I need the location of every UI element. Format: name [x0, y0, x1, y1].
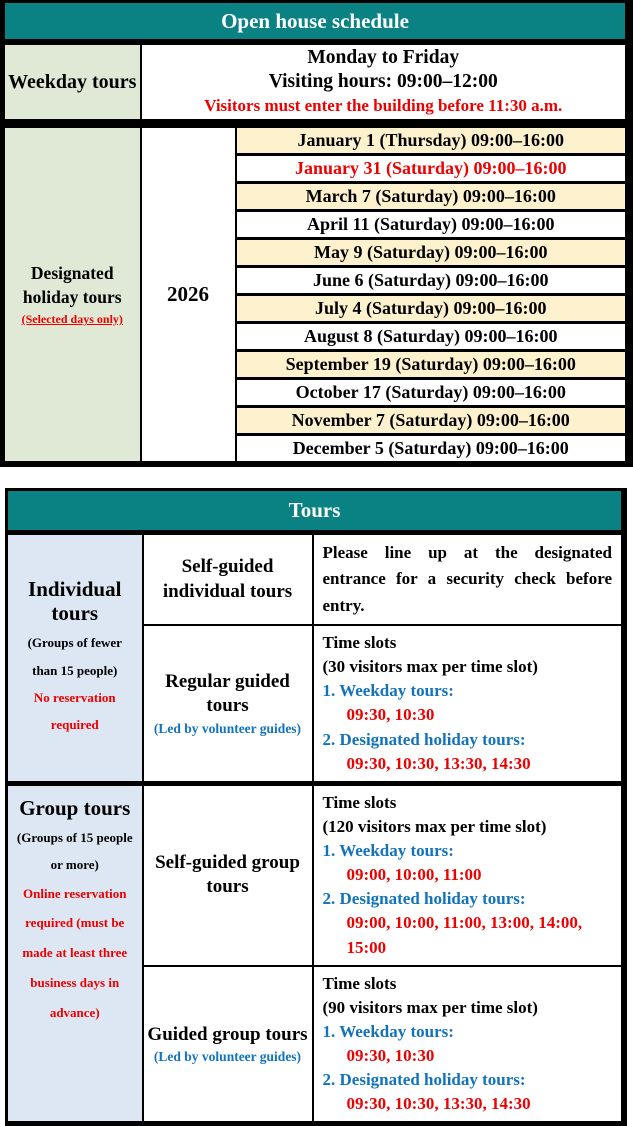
tours-title: Tours — [7, 490, 625, 533]
holiday-tours-times: 09:30, 10:30, 13:30, 14:30 — [346, 753, 531, 773]
capacity-note: (120 visitors max per time slot) — [322, 816, 547, 836]
group-tours-label: Group tours — [19, 795, 131, 820]
individual-tours-label: Individual tours — [28, 577, 122, 626]
holiday-tours-item: 2. Designated holiday tours: — [322, 1070, 526, 1090]
open-house-schedule-table — [0, 0, 633, 467]
weekday-tours-label: Weekday tours — [8, 71, 137, 93]
self-guided-individual-tours-label: Self-guided individual tours — [162, 555, 293, 602]
guided-group-tours-cell — [143, 966, 313, 1124]
security-check-info: Please line up at the designated entrance for a security check before entry. — [313, 533, 625, 626]
weekday-hours-text: Visiting hours: 09:00–12:00 — [268, 71, 498, 92]
weekday-days-text: Monday to Friday — [307, 47, 460, 68]
weekday-tours-times: 09:30, 10:30 — [346, 705, 435, 725]
self-guided-group-time-slots — [313, 783, 625, 965]
weekday-tours-item: 1. Weekday tours: — [322, 681, 454, 701]
self-guided-group-tours-cell — [143, 783, 313, 965]
time-slots-title: Time slots — [322, 792, 397, 812]
regular-guided-tours-label: Regular guided tours — [165, 670, 290, 717]
table-row — [7, 490, 625, 533]
holiday-date: September 19 (Saturday) 09:00–16:00 — [236, 351, 630, 379]
individual-tours-reservation-note: No reservation required — [33, 690, 116, 733]
weekday-tours-times: 09:30, 10:30 — [346, 1046, 435, 1066]
weekday-tours-item: 1. Weekday tours: — [322, 841, 454, 861]
holiday-tours-times: 09:30, 10:30, 13:30, 14:30 — [346, 1094, 531, 1114]
individual-tours-cell — [7, 533, 143, 784]
weekday-warning-text: Visitors must enter the building before 11:30 a.m. — [204, 96, 563, 115]
holiday-date: May 9 (Saturday) 09:00–16:00 — [236, 239, 630, 267]
group-tours-cell — [7, 783, 143, 1124]
volunteer-guides-note: (Led by volunteer guides) — [153, 1049, 302, 1065]
holiday-date: November 7 (Saturday) 09:00–16:00 — [236, 407, 630, 435]
weekday-tours-cell — [3, 42, 141, 124]
holiday-date: January 1 (Thursday) 09:00–16:00 — [236, 124, 630, 155]
guided-group-tours-label: Guided group tours — [147, 1023, 308, 1045]
weekday-info-cell — [141, 42, 630, 124]
self-guided-individual-tours-cell — [143, 533, 313, 626]
designated-holiday-tours-cell — [3, 124, 141, 465]
table-row — [3, 2, 630, 43]
individual-tours-note: (Groups of fewer than 15 people) — [27, 635, 122, 678]
holiday-date: June 6 (Saturday) 09:00–16:00 — [236, 267, 630, 295]
holiday-date: December 5 (Saturday) 09:00–16:00 — [236, 435, 630, 465]
weekday-tours-times: 09:00, 10:00, 11:00 — [346, 865, 482, 885]
regular-guided-time-slots — [313, 625, 625, 783]
capacity-note: (30 visitors max per time slot) — [322, 657, 538, 677]
holiday-date: July 4 (Saturday) 09:00–16:00 — [236, 295, 630, 323]
holiday-date: October 17 (Saturday) 09:00–16:00 — [236, 379, 630, 407]
table-row — [7, 783, 625, 965]
time-slots-title: Time slots — [322, 633, 397, 653]
weekday-tours-item: 1. Weekday tours: — [322, 1021, 454, 1041]
designated-holiday-tours-label: Designated holiday tours — [22, 262, 122, 307]
capacity-note: (90 visitors max per time slot) — [322, 997, 538, 1017]
holiday-date: March 7 (Saturday) 09:00–16:00 — [236, 183, 630, 211]
table-row — [3, 42, 630, 124]
table-row — [7, 533, 625, 626]
open-house-title: Open house schedule — [3, 2, 630, 43]
tours-table — [5, 488, 627, 1126]
group-tours-note: (Groups of 15 people or more) — [16, 829, 133, 873]
holiday-tours-item: 2. Designated holiday tours: — [322, 729, 526, 749]
holiday-tours-times: 09:00, 10:00, 11:00, 13:00, 14:00, 15:00 — [346, 913, 583, 957]
holiday-date: August 8 (Saturday) 09:00–16:00 — [236, 323, 630, 351]
holiday-date-highlighted: January 31 (Saturday) 09:00–16:00 — [236, 155, 630, 183]
time-slots-title: Time slots — [322, 973, 397, 993]
guided-group-time-slots — [313, 966, 625, 1124]
holiday-date: April 11 (Saturday) 09:00–16:00 — [236, 211, 630, 239]
self-guided-group-tours-label: Self-guided group tours — [155, 851, 300, 898]
group-tours-reservation-note: Online reservation required (must be made at least three business days in advance) — [22, 885, 128, 1021]
selected-days-only-note: (Selected days only) — [21, 312, 123, 327]
table-row — [3, 124, 630, 155]
holiday-tours-item: 2. Designated holiday tours: — [322, 889, 526, 909]
regular-guided-tours-cell — [143, 625, 313, 783]
volunteer-guides-note: (Led by volunteer guides) — [153, 721, 302, 737]
year-cell: 2026 — [141, 124, 236, 465]
